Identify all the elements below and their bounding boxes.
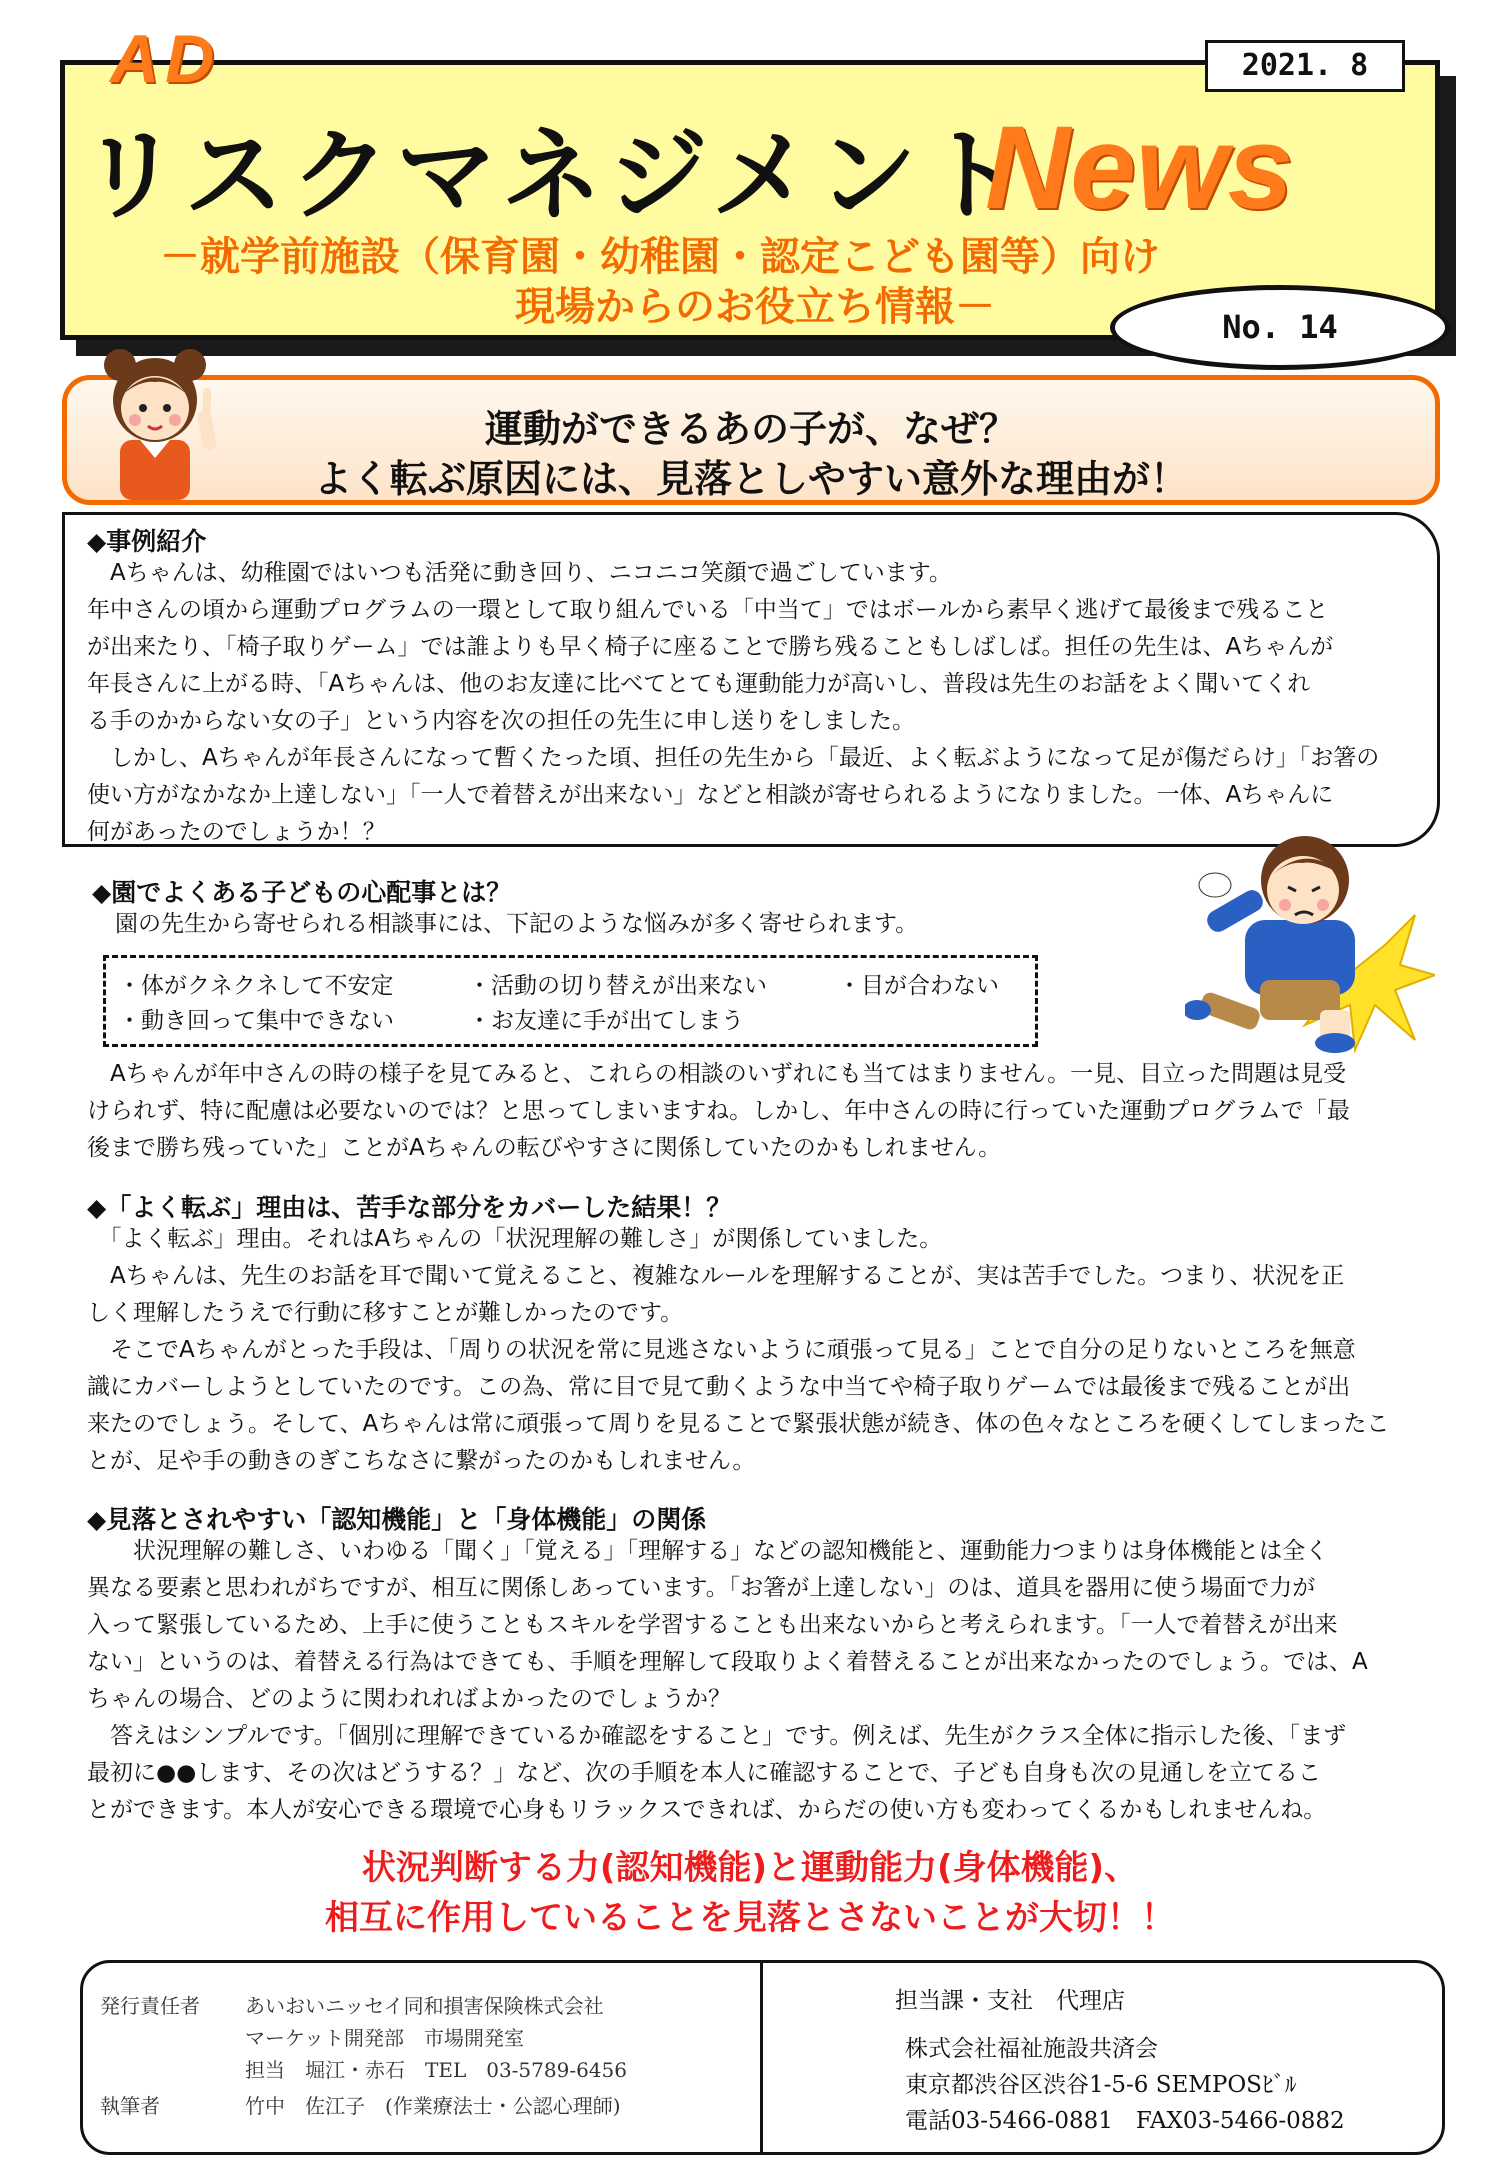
publisher-company: あいおいニッセイ同和損害保険株式会社 (245, 1994, 604, 2018)
author-label: 執筆者 (100, 2094, 160, 2118)
case-line: 年長さんに上がる時、「Aちゃんは、他のお友達に比べてとても運動能力が高いし、普段は先生のお話をよく聞いてくれ (87, 671, 1311, 697)
headline-line-2: よく転ぶ原因には、見落としやすい意外な理由が！ (313, 457, 1188, 501)
concerns-line: けられず、特に配慮は必要ないのでは？と思ってしまいますね。しかし、年中さんの時に行っていた運動プログラムで「最 (87, 1098, 1350, 1124)
page-title: リスクマネジメント (80, 117, 1029, 234)
relation-line: ちゃんの場合、どのように関われればよかったのでしょうか？ (87, 1686, 731, 1712)
reason-text (87, 1221, 1427, 1480)
issue-number: No. 14 (1110, 285, 1450, 370)
agency-header: 担当課・支社 代理店 (895, 1988, 1125, 2014)
case-line: 年中さんの頃から運動プログラムの一環として取り組んでいる「中当て」ではボールから素早く逃げて最後まで残ること (87, 597, 1329, 623)
agency-address: 東京都渋谷区渋谷1-5-6 SEMPOSﾋﾞﾙ (905, 2072, 1297, 2098)
case-line: しかし、Aちゃんが年長さんになって暫くたった頃、担任の先生から「最近、よく転ぶようになって足が傷だらけ」「お箸の (87, 745, 1380, 771)
concerns-intro-line: 園の先生から寄せられる相談事には、下記のような悩みが多く寄せられます。 (92, 911, 919, 937)
conclusion-line-1: 状況判断する力(認知機能)と運動能力(身体機能)、 (361, 1848, 1139, 1888)
relation-line: 答えはシンプルです。「個別に理解できているか確認をすること」です。例えば、先生がクラス全体に指示した後、「まず (87, 1723, 1347, 1749)
relation-line: ない」というのは、着替える行為はできても、手順を理解して段取りよく着替えることが出来なかったのでしょう。では、A (87, 1649, 1368, 1675)
case-line: 使い方がなかなか上達しない」「一人で着替えが出来ない」などと相談が寄せられるようになりました。一体、Aちゃんに (87, 782, 1334, 808)
publisher-dept: マーケット開発部 市場開発室 (245, 2026, 524, 2050)
reason-title: ◆「よく転ぶ」理由は、苦手な部分をカバーした結果！？ (87, 1193, 732, 1222)
reason-line: Aちゃんは、先生のお話を耳で聞いて覚えること、複雑なルールを理解することが、実は苦手でした。つまり、状況を正 (87, 1263, 1345, 1289)
footer-divider (760, 1962, 763, 2153)
concern-item: ・体がクネクネして不安定 (118, 973, 394, 999)
headline-line-1: 運動ができるあの子が、なぜ？ (484, 407, 1017, 451)
reason-line: しく理解したうえで行動に移すことが難しかったのです。 (87, 1300, 684, 1326)
agency-phone: 電話03-5466-0881 FAX03-5466-0882 (905, 2108, 1345, 2134)
relation-line: 最初に●●します、その次はどうする？」など、次の手順を本人に確認することで、子ども自身も次の見通しを立てるこ (87, 1760, 1321, 1786)
headline-box (62, 375, 1440, 505)
falling-boy-illustration-icon (1185, 825, 1435, 1055)
subtitle-line-1: －就学前施設（保育園・幼稚園・認定こども園等）向け (160, 234, 1160, 280)
reason-line: そこでAちゃんがとった手段は、「周りの状況を常に見逃さないように頑張って見る」ことで自分の足りないところを無意 (87, 1337, 1356, 1363)
publisher-contact: 担当 堀江・赤石 TEL 03-5789-6456 (245, 2058, 627, 2082)
reason-line: 「よく転ぶ」理由。それはAちゃんの「状況理解の難しさ」が関係していました。 (87, 1226, 943, 1252)
reason-line: とが、足や手の動きのぎこちなさに繋がったのかもしれません。 (87, 1448, 756, 1474)
concern-item: ・活動の切り替えが出来ない (468, 973, 767, 999)
case-title: ◆事例紹介 (87, 527, 207, 556)
case-line: る手のかからない女の子」という内容を次の担任の先生に申し送りをしました。 (87, 708, 915, 734)
issue-date: 2021. 8 (1205, 40, 1405, 92)
author-name: 竹中 佐江子 (作業療法士・公認心理師) (245, 2094, 621, 2118)
concerns-line: 後まで勝ち残っていた」ことがAちゃんの転びやすさに関係していたのかもしれません。 (87, 1135, 1002, 1161)
case-line: Aちゃんは、幼稚園ではいつも活発に動き回り、ニコニコ笑顔で過ごしています。 (87, 560, 952, 586)
news-logo: News (985, 102, 1294, 234)
girl-illustration-icon (100, 340, 250, 500)
concerns-intro (92, 906, 918, 943)
case-line: が出来たり、「椅子取りゲーム」では誰よりも早く椅子に座ることで勝ち残ることもしばしば。担任の先生は、Aちゃんが (87, 634, 1334, 660)
relation-line: 異なる要素と思われがちですが、相互に関係しあっています。「お箸が上達しない」のは、道具を器用に使う場面で力が (87, 1575, 1316, 1601)
concerns-line: Aちゃんが年中さんの時の様子を見てみると、これらの相談のいずれにも当てはまりません。一見、目立った問題は見受 (87, 1061, 1347, 1087)
case-text (87, 555, 1417, 851)
concerns-text (87, 1056, 1427, 1167)
publisher-label: 発行責任者 (100, 1994, 200, 2018)
concern-item: ・動き回って集中できない (118, 1008, 394, 1034)
relation-line: 入って緊張しているため、上手に使うこともスキルを学習することも出来ないからと考えられます。「一人で着替えが出来 (87, 1612, 1338, 1638)
agency-name: 株式会社福祉施設共済会 (905, 2036, 1158, 2062)
relation-line: とができます。本人が安心できる環境で心身もリラックスできれば、からだの使い方も変わってくるかもしれませんね。 (87, 1797, 1327, 1823)
concerns-title: ◆園でよくある子どもの心配事とは？ (92, 878, 512, 907)
concern-item: ・お友達に手が出てしまう (468, 1008, 744, 1034)
reason-line: 識にカバーしようとしていたのです。この為、常に目で見て動くような中当てや椅子取りゲームでは最後まで残ることが出 (87, 1374, 1351, 1400)
concern-item: ・目が合わない (838, 973, 999, 999)
subtitle-line-2: 現場からのお役立ち情報－ (515, 284, 995, 330)
ad-logo: AD (110, 21, 221, 97)
relation-title: ◆見落とされやすい「認知機能」と「身体機能」の関係 (87, 1505, 707, 1534)
relation-line: 状況理解の難しさ、いわゆる「聞く」「覚える」「理解する」などの認知機能と、運動能力つまりは身体機能とは全く (87, 1538, 1329, 1564)
reason-line: 来たのでしょう。そして、Aちゃんは常に頑張って周りを見ることで緊張状態が続き、体の色々なところを硬くしてしまったこ (87, 1411, 1390, 1437)
conclusion-line-2: 相互に作用していることを見落とさないことが大切！！ (325, 1898, 1175, 1938)
case-line: 何があったのでしょうか！？ (87, 819, 386, 845)
relation-text (87, 1533, 1427, 1829)
